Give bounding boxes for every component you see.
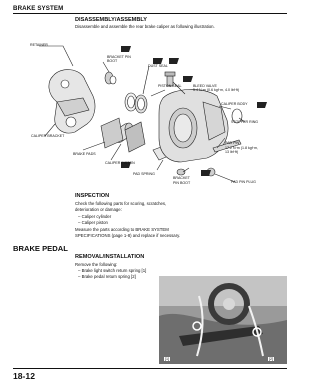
removal-title: REMOVAL/INSTALLATION	[75, 254, 145, 260]
list-item: – Brake light switch return spring [1]	[78, 268, 146, 274]
label-caliper-body: CALIPER BODY	[221, 102, 248, 106]
removal-intro: Remove the following:	[75, 262, 118, 267]
header-rule	[13, 13, 287, 14]
inspection-title: INSPECTION	[75, 193, 110, 199]
label-caliper-piston: CALIPER PISTON	[105, 161, 135, 165]
list-item: – Brake pedal return spring [2]	[78, 274, 146, 280]
label-bracket-pin-boot-b1: BRACKET	[173, 176, 190, 180]
disassembly-title: DISASSEMBLY/ASSEMBLY	[75, 17, 148, 23]
label-pad-pin-1: PAD PIN	[225, 141, 240, 145]
label-bracket-pin-boot-1: BRACKET PIN	[107, 55, 131, 59]
label-bracket-pin-boot-2: BOOT	[107, 59, 118, 63]
label-stopper-ring: STOPPER RING	[231, 120, 259, 124]
label-dust-seal: DUST SEAL	[148, 64, 168, 68]
page-number: 18-12	[13, 371, 35, 381]
footer-rule	[13, 368, 287, 369]
inspection-p2-l1: Measure the parts according to BRAKE SYSTEM	[75, 227, 169, 232]
label-pad-pin-2: 17.2 N·m (1.8 kgf·m,	[225, 146, 258, 150]
caliper-exploded-diagram	[13, 36, 287, 192]
label-brake-pads: BRAKE PADS	[73, 152, 96, 156]
label-retainer: RETAINER	[30, 43, 48, 47]
label-pad-pin-plug: PAD PIN PLUG	[231, 180, 256, 184]
label-pad-spring: PAD SPRING	[133, 172, 155, 176]
label-pad-pin-3: 13 lbf·ft)	[225, 150, 239, 154]
label-caliper-bracket: CALIPER BRACKET	[31, 134, 65, 138]
list-item: – Caliper cylinder	[78, 214, 111, 220]
photo-label-2: [2]	[269, 357, 273, 361]
section-header: BRAKE SYSTEM	[13, 5, 64, 12]
brake-pedal-photo	[159, 276, 287, 364]
inspection-list	[78, 214, 111, 225]
removal-list	[78, 268, 146, 279]
label-bleed-valve-1: BLEED VALVE	[193, 84, 217, 88]
brake-pedal-title: BRAKE PEDAL	[13, 244, 68, 253]
inspection-p1-l1: Check the following parts for scoring, scratches,	[75, 201, 167, 206]
list-item: – Caliper piston	[78, 220, 111, 226]
label-bracket-pin-boot-b2: PIN BOOT	[173, 181, 191, 185]
disassembly-intro: Disassemble and assemble the rear brake caliper as following illustration.	[75, 24, 215, 29]
inspection-p1-l2: deterioration or damage:	[75, 207, 122, 212]
photo-label-1: [1]	[165, 357, 169, 361]
inspection-p2-l2: SPECIFICATIONS (page 1-8) and replace if necessary.	[75, 233, 181, 238]
label-bleed-valve-2: 5.4 N·m (0.6 kgf·m, 4.0 lbf·ft)	[193, 88, 240, 92]
label-piston-seal: PISTON SEAL	[158, 84, 182, 88]
